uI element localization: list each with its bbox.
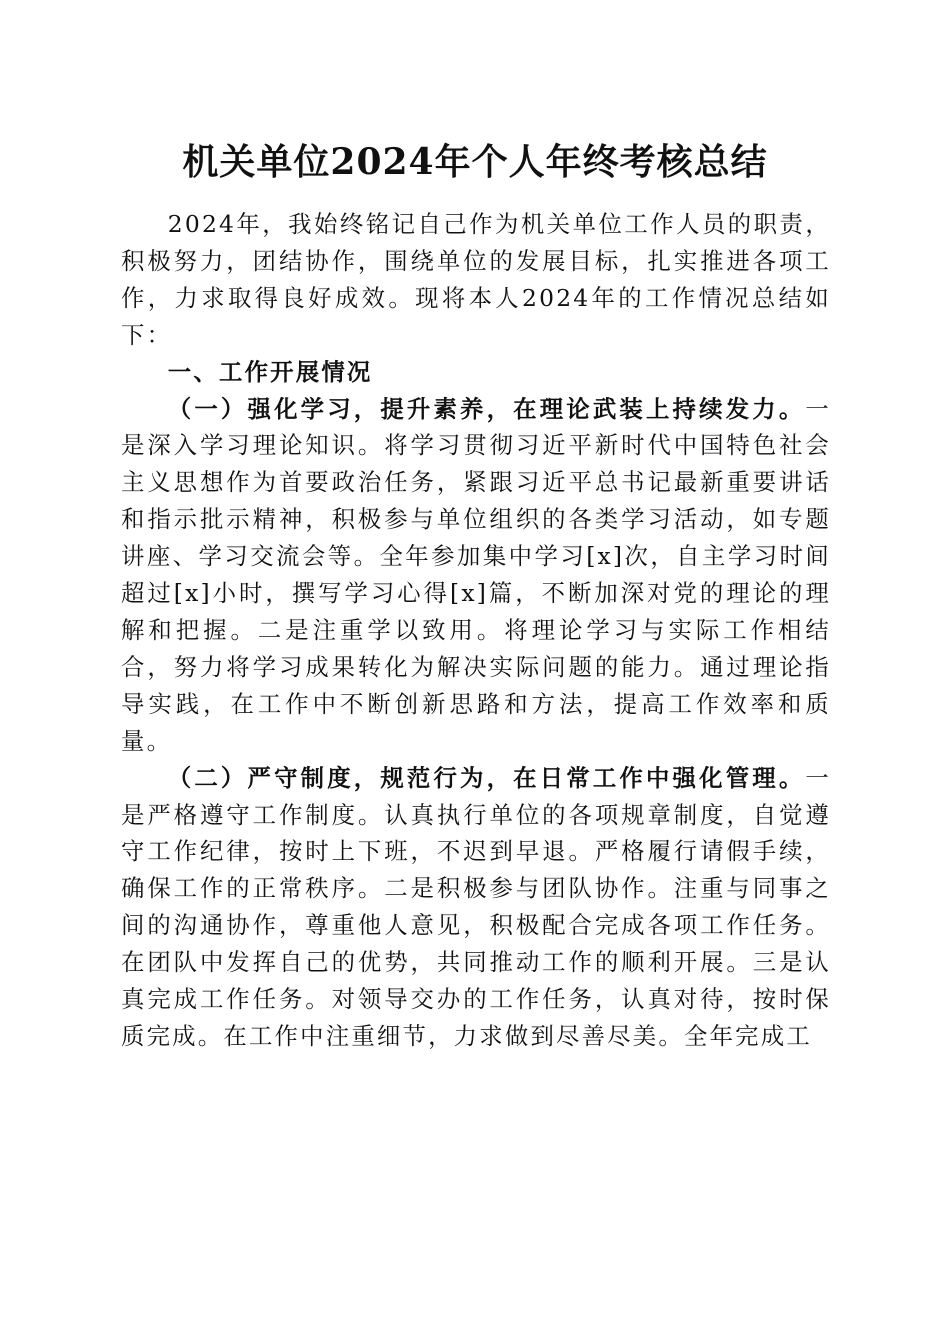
subsection-study-paragraph xyxy=(121,391,831,760)
section-heading-work-status: 一、工作开展情况 xyxy=(167,357,373,386)
subsection-discipline-heading: （二）严守制度，规范行为，在日常工作中强化管理。 xyxy=(167,763,806,792)
subsection-study-body: 一是深入学习理论知识。将学习贯彻习近平新时代中国特色社会主义思想作为首要政治任务，紧跟习近平总书记最新重要讲话和指示批示精神，积极参与单位组织的各类学习活动，如专题讲座、学习交流会等。全年参加集中学习[x]次，自主学习时间超过[x]小时，撰写学习心得[x]篇，不断加深对党的理论的理解和把握。二是注重学以致用。将理论学习与实际工作相结合，努力将学习成果转化为解决实际问题的能力。通过理论指导实践，在工作中不断创新思路和方法，提高工作效率和质量。 xyxy=(121,394,831,755)
subsection-discipline-body: 一是严格遵守工作制度。认真执行单位的各项规章制度，自觉遵守工作纪律，按时上下班，不迟到早退。严格履行请假手续，确保工作的正常秩序。二是积极参与团队协作。注重与同事之间的沟通协作，尊重他人意见，积极配合完成各项工作任务。在团队中发挥自己的优势，共同推动工作的顺利开展。三是认真完成工作任务。对领导交办的工作任务，认真对待，按时保质完成。在工作中注重细节，力求做到尽善尽美。全年完成工 xyxy=(121,763,831,1050)
intro-paragraph: 2024年，我始终铭记自己作为机关单位工作人员的职责，积极努力，团结协作，围绕单位的发展目标，扎实推进各项工作，力求取得良好成效。现将本人2024年的工作情况总结如下： xyxy=(121,210,831,349)
document-title: 机关单位2024年个人年终考核总结 xyxy=(182,141,768,183)
document-body xyxy=(121,206,831,1055)
subsection-study-heading: （一）强化学习，提升素养，在理论武装上持续发力。 xyxy=(167,394,806,423)
subsection-discipline-paragraph xyxy=(121,760,831,1055)
